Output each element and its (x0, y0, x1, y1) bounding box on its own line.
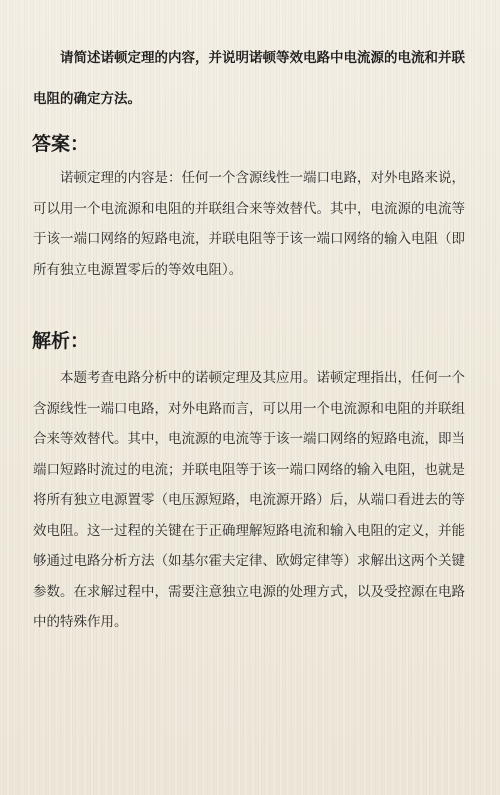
answer-paragraph: 诺顿定理的内容是：任何一个含源线性一端口电路，对外电路来说，可以用一个电流源和电阻的并联组合来等效替代。其中，电流源的电流等于该一端口网络的短路电流，并联电阻等于该一端口网络的输入电阻（即所有独立电源置零后的等效电阻）。 (33, 170, 465, 278)
answer-heading: 答案： (32, 133, 90, 155)
question-text: 请简述诺顿定理的内容，并说明诺顿等效电路中电流源的电流和并联电阻的确定方法。 (33, 50, 465, 107)
analysis-heading: 解析： (32, 330, 90, 352)
analysis-paragraph: 本题考查电路分析中的诺顿定理及其应用。诺顿定理指出，任何一个含源线性一端口电路，对外电路而言，可以用一个电流源和电阻的并联组合来等效替代。其中，电流源的电流等于该一端口网络的短路电流，即当端口短路时流过的电流；并联电阻等于该一端口网络的输入电阻，也就是将所有独立电源置零（电压源短路，电流源开路）后，从端口看进去的等效电阻。这一过程的关键在于正确理解短路电流和输入电阻的定义，并能够通过电路分析方法（如基尔霍夫定律、欧姆定律等）求解出这两个关键参数。在求解过程中，需要注意独立电源的处理方式，以及受控源在电路中的特殊作用。 (33, 370, 465, 630)
